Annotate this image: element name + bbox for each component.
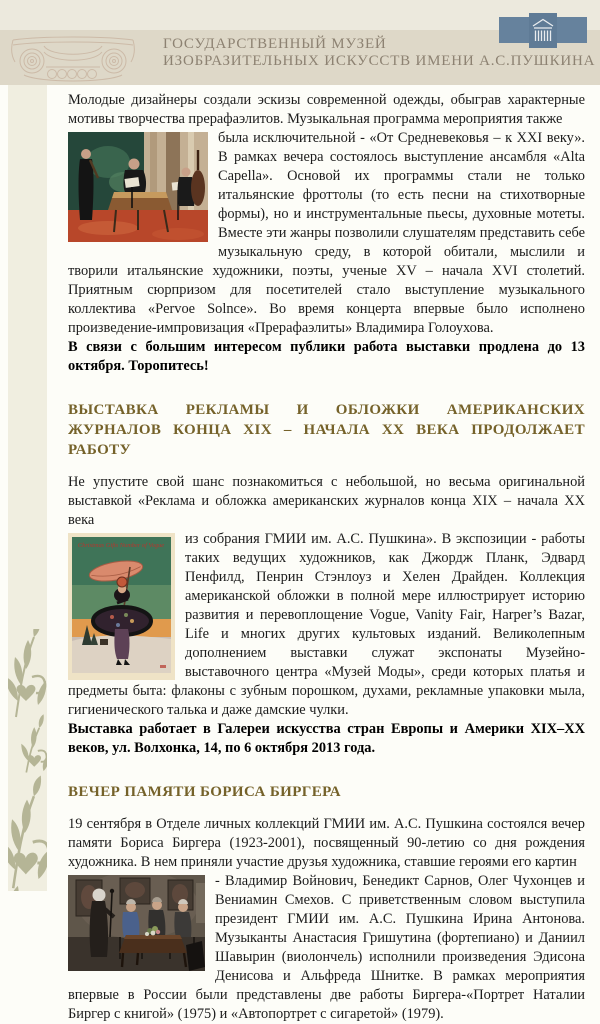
museum-logo[interactable] [499, 13, 587, 48]
ionic-capital-ornament [10, 31, 136, 84]
vogue-cover-image [68, 533, 175, 680]
article1-intro: Молодые дизайнеры создали эскизы современной одежды, обыграв характерные мотивы творчества прерафаэлитов. Музыкальная программа мероприятия также [68, 92, 585, 127]
concert-ensemble-photo [68, 132, 208, 242]
article1-body: была исключительной - «От Средневековья – к XXI веку». В рамках вечера состоялось выступление ансамбля «Alta Capella». Основой их программы стали не только итальянские фроттолы (то есть песни на стихотворные формы), но и инструментальные пьесы, духовные мотеты. Вместе эти жанры позволили слушателям представить себе музыкальную среду, в которой обитали, мыслили и творили итальянские художники, поэты, ученые XV – начала XVI столетий. Приятным сюрпризом для посетителей стало выступление музыкального коллектива «Pervoe Solnce». Во время концерта впервые было исполнено произведение-импровизация «Прерафаэлиты» Владимира Голоухова. [68, 130, 585, 336]
article3-intro: 19 сентября в Отделе личных коллекций ГМИИ им. А.С. Пушкина состоялся вечер памяти Бориса Биргера (1923-2001), посвященный 90-летию со дня рождения художника. В нем приняли участие друзья художника, ставшие героями его картин [68, 816, 585, 870]
masthead [0, 0, 600, 85]
article-american-magazine-covers [68, 400, 585, 758]
article2-body: из собрания ГМИИ им. А.С. Пушкина». В экспозиции - работы таких ведущих художников, как Джордж Планк, Эдвард Пенфилд, Пенрин Стэнлоуз и Хелен Драйден. Коллекция американской обложки в полной мере иллюстрирует историю развития и перевоплощение Vogue, Vanity Fair, Harper’s Bazar, Life и многих других культовых изданий. Великолепным дополнением выставки служат экспонаты Музейно-выставочного центра «Музей Моды», среди которых платья и предметы быта: флаконы с зубным порошком, духами, рекламные упаковки мыла, гигиенического талька и даже дамские чулки. [68, 531, 585, 718]
museum-title-line2: ИЗОБРАЗИТЕЛЬНЫХ ИСКУССТВ ИМЕНИ А.С.ПУШКИНА [163, 53, 596, 69]
article3-body: - Владимир Войнович, Бенедикт Сарнов, Олег Чухонцев и Вениамин Смехов. С приветственным словом выступила президент ГМИИ им. А.С. Пушкина Ирина Антонова. Музыканты Анастасия Гришутина (фортепиано) и Даниил Шавырин (виолончель) исполнили произведения Эдисона Денисова и Альфреда Шнитке. В рамках мероприятия впервые в России были представлены две работы Биргера-«Портрет Наталии Биргер с книгой» (1975) и «Автопортрет с сигаретой» (1979). [68, 873, 585, 1022]
article1-highlight: В связи с большим интересом публики работа выставки продлена до 13 октября. Торопитесь! [68, 339, 585, 374]
museum-title-line1: ГОСУДАРСТВЕННЫЙ МУЗЕЙ [163, 36, 387, 52]
article2-highlight: Выставка работает в Галереи искусства стран Европы и Америки XIX–XX веков, ул. Волхонка, 14, по 6 октября 2013 года. [68, 721, 585, 756]
vogue-caption-text: Christmas Gifts Number of Vogue [77, 542, 165, 549]
article3-heading: ВЕЧЕР ПАМЯТИ БОРИСА БИРГЕРА [68, 784, 341, 800]
olive-branch-ornament [8, 629, 47, 891]
newsletter-body [68, 91, 585, 1024]
left-margin-strip [8, 85, 47, 891]
article2-intro: Не упустите свой шанс познакомиться с небольшой, но весьма оригинальной выставкой «Реклама и обложка американских журналов конца XIX – начала XX века [68, 474, 585, 528]
article2-heading: ВЫСТАВКА РЕКЛАМЫ И ОБЛОЖКИ АМЕРИКАНСКИХ ЖУРНАЛОВ КОНЦА XIX – НАЧАЛА XX ВЕКА ПРОДОЛЖАЕТ РАБОТУ [68, 402, 585, 458]
article-preraphaelites-concert [68, 91, 585, 376]
article-birger-memorial [68, 782, 585, 1024]
memorial-evening-photo [68, 875, 205, 971]
